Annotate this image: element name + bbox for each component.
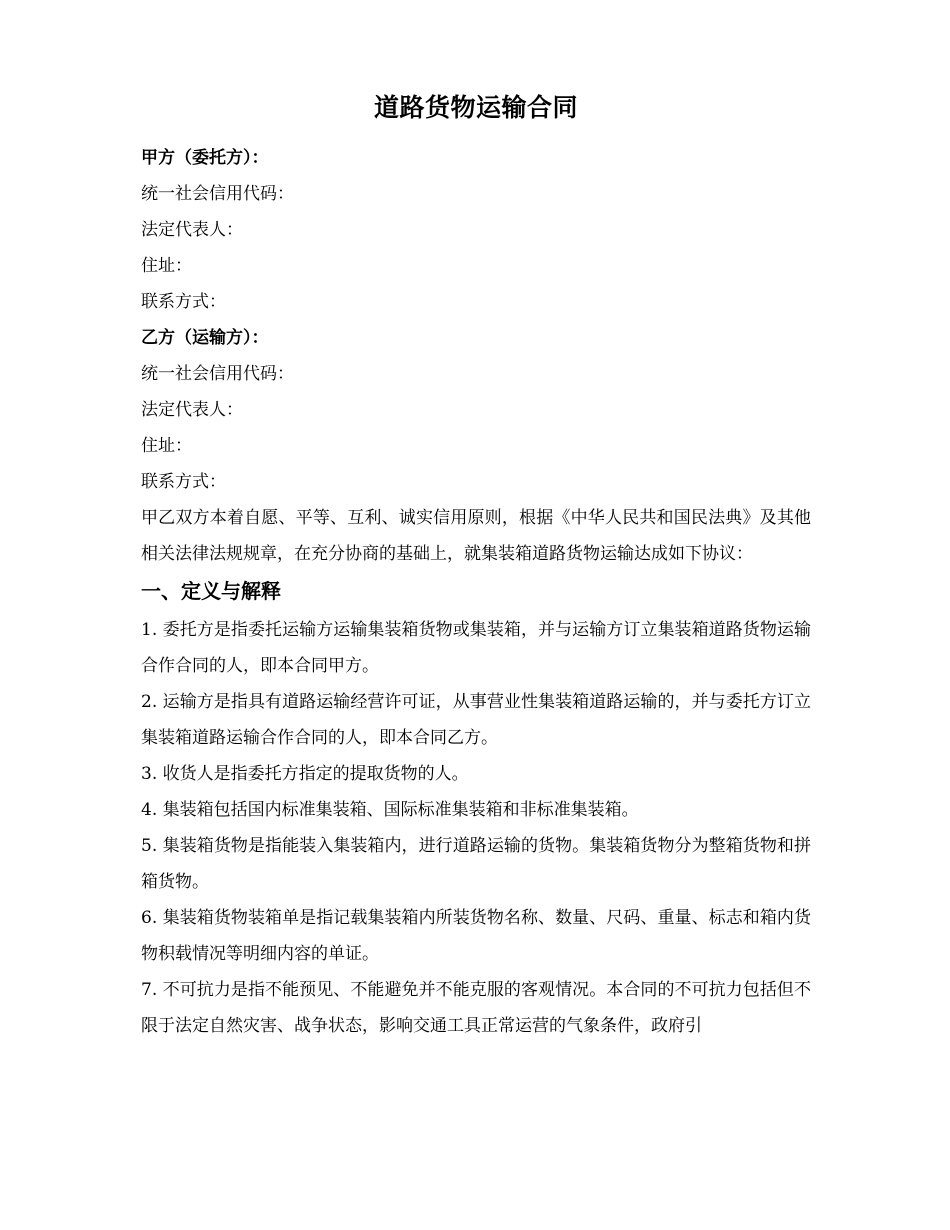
preamble-paragraph: 甲乙双方本着自愿、平等、互利、诚实信用原则，根据《中华人民共和国民法典》及其他相关法律法规规章，在充分协商的基础上，就集装箱道路货物运输达成如下协议： [141, 508, 811, 564]
definition-item: 5. 集装箱货物是指能装入集装箱内，进行道路运输的货物。集装箱货物分为整箱货物和拼箱货物。 [141, 836, 811, 892]
party-a-heading: 甲方（委托方）： [141, 148, 269, 168]
definition-item: 3. 收货人是指委托方指定的提取货物的人。 [141, 764, 469, 784]
party-a-contact: 联系方式： [141, 292, 226, 312]
party-a-address: 住址： [141, 256, 192, 276]
definition-item: 2. 运输方是指具有道路运输经营许可证，从事营业性集装箱道路运输的，并与委托方订立集装箱道路运输合作合同的人，即本合同乙方。 [141, 692, 811, 748]
definition-item: 7. 不可抗力是指不能预见、不能避免并不能克服的客观情况。本合同的不可抗力包括但不限于法定自然灾害、战争状态，影响交通工具正常运营的气象条件，政府引 [141, 980, 811, 1036]
party-a-legal-rep: 法定代表人： [141, 220, 243, 240]
definition-item: 4. 集装箱包括国内标准集装箱、国际标准集装箱和非标准集装箱。 [141, 800, 639, 820]
section-1-heading: 一、定义与解释 [141, 579, 281, 603]
definition-item: 6. 集装箱货物装箱单是指记载集装箱内所装货物名称、数量、尺码、重量、标志和箱内货物积载情况等明细内容的单证。 [141, 908, 811, 964]
document-title: 道路货物运输合同 [373, 93, 578, 122]
party-a-credit-code: 统一社会信用代码： [141, 184, 294, 204]
party-b-legal-rep: 法定代表人： [141, 400, 243, 420]
party-b-address: 住址： [141, 436, 192, 456]
party-b-contact: 联系方式： [141, 472, 226, 492]
definition-item: 1. 委托方是指委托运输方运输集装箱货物或集装箱，并与运输方订立集装箱道路货物运输合作合同的人，即本合同甲方。 [141, 620, 811, 676]
party-b-credit-code: 统一社会信用代码： [141, 364, 294, 384]
party-b-heading: 乙方（运输方）： [141, 328, 269, 348]
document-body [141, 86, 811, 1044]
